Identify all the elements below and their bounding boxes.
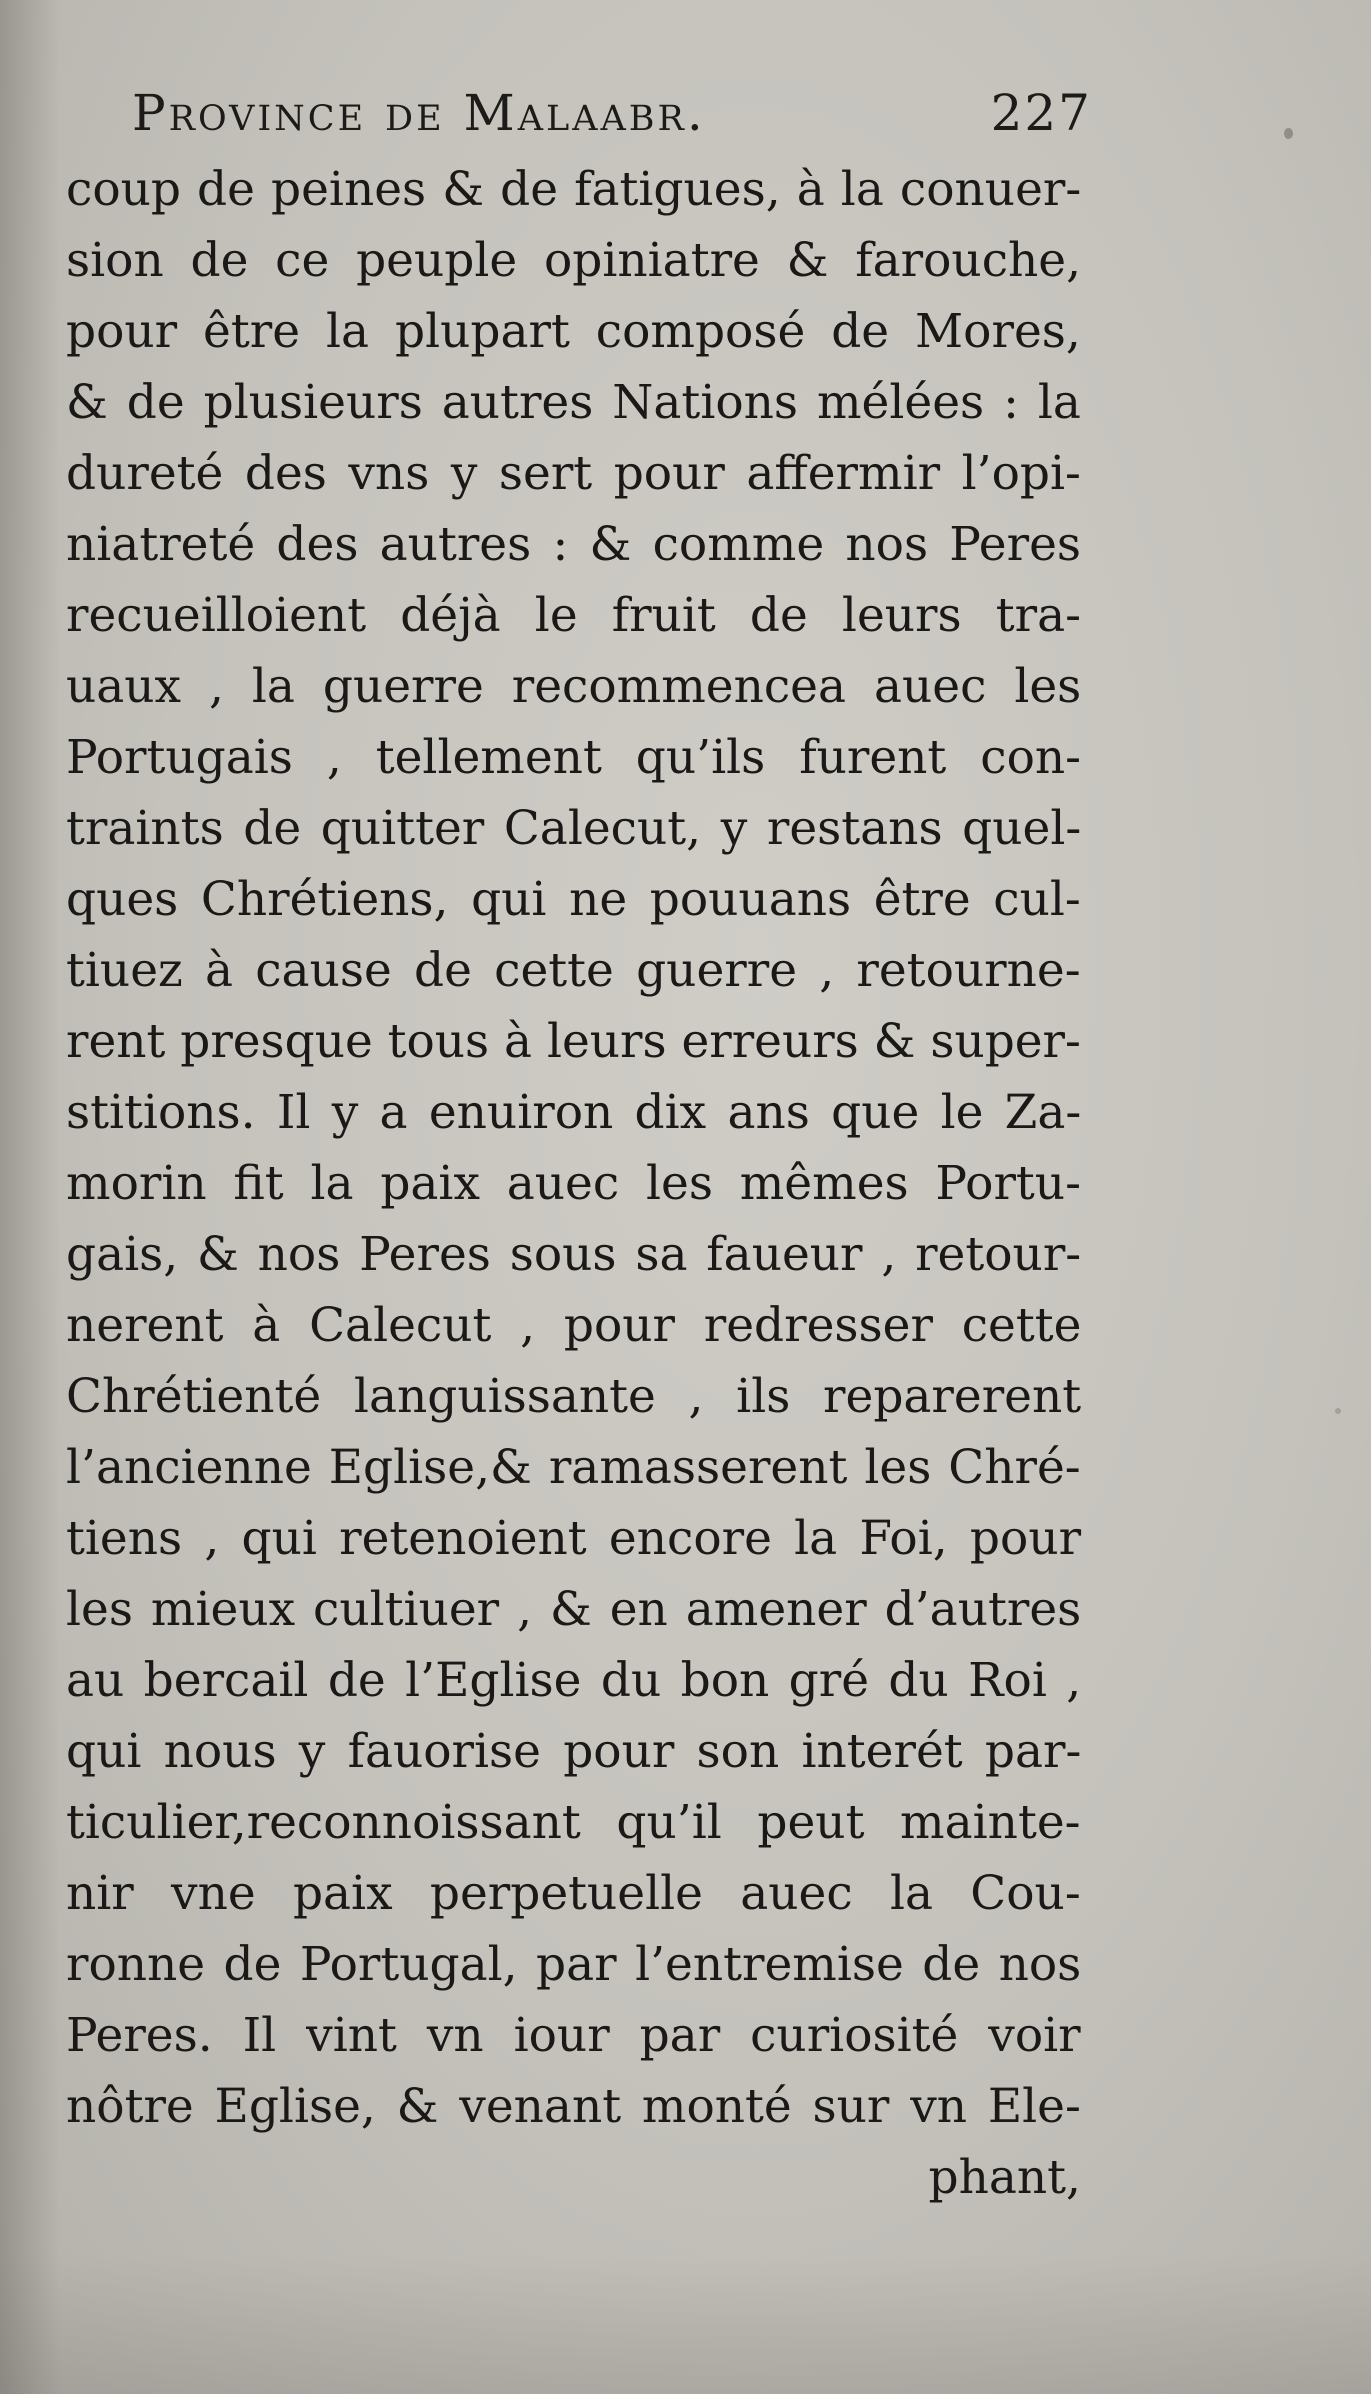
text-line: uaux , la guerre recommencea auec les [66,659,1082,714]
text-line: au bercail de l’Eglise du bon gré du Roi , [66,1653,1082,1708]
page-bottom-shadow [0,2254,1371,2394]
page-header [132,84,1092,154]
text-line: Peres. Il vint vn iour par curiosité voir [66,2008,1081,2063]
text-line: recueilloient déjà le fruit de leurs tra- [66,588,1081,643]
text-line: rent presque tous à leurs erreurs & super- [66,1014,1081,1069]
text-line: l’ancienne Eglise,& ramasserent les Chré- [66,1440,1081,1495]
text-line: ques Chrétiens, qui ne pouuans être cul- [66,872,1081,927]
catchword: phant, [928,2150,1081,2205]
text-line: tiuez à cause de cette guerre , retourne- [66,943,1081,998]
text-line: ticulier,reconnoissant qu’il peut mainte- [66,1795,1081,1850]
text-line: & de plusieurs autres Nations mélées : la [66,375,1081,430]
page-gutter-shadow [0,0,60,2394]
paper-spot [1335,1408,1341,1414]
text-line: coup de peines & de fatigues, à la conuer- [66,162,1082,217]
text-line: nerent à Calecut , pour redresser cette [66,1298,1082,1353]
text-line: gais, & nos Peres sous sa faueur , retour- [66,1227,1082,1282]
text-line: pour être la plupart composé de Mores, [66,304,1081,359]
text-line: Portugais , tellement qu’ils furent con- [66,730,1082,785]
text-line: sion de ce peuple opiniatre & farouche, [66,233,1082,288]
text-line: morin fit la paix auec les mêmes Portu- [66,1156,1081,1211]
text-line: traints de quitter Calecut, y restans quel- [66,801,1082,856]
text-line: nir vne paix perpetuelle auec la Cou- [66,1866,1081,1921]
text-line: stitions. Il y a enuiron dix ans que le Za- [66,1085,1082,1140]
running-head: Province de Malaabr. [132,84,706,142]
text-line: dureté des vns y sert pour affermir l’opi- [66,446,1081,501]
text-line: qui nous y fauorise pour son interét par- [66,1724,1082,1779]
text-line: niatreté des autres : & comme nos Peres [66,517,1082,572]
text-line: tiens , qui retenoient encore la Foi, pour [66,1511,1082,1566]
text-line: nôtre Eglise, & venant monté sur vn Ele- [66,2079,1081,2134]
page-number: 227 [990,84,1092,142]
text-line: ronne de Portugal, par l’entremise de nos [66,1937,1082,1992]
text-line: Chrétienté languissante , ils reparerent [66,1369,1082,1424]
text-line: les mieux cultiuer , & en amener d’autres [66,1582,1082,1637]
paper-spot [1284,128,1293,139]
